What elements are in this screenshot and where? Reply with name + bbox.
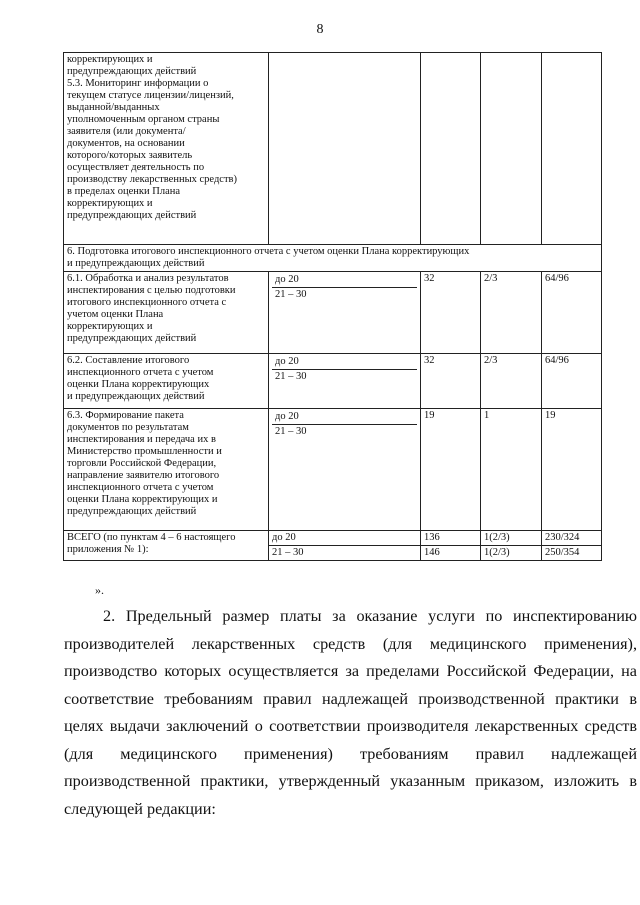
value-cell: 32 bbox=[421, 354, 481, 409]
total-label: ВСЕГО (по пунктам 4 – 6 настоящего приложения № 1): bbox=[64, 531, 269, 561]
range-cell: до 20 bbox=[272, 410, 417, 425]
body-paragraph: 2. Предельный размер платы за оказание услуги по инспектированию производителей лекарственных средств (для медицинского применения), производство которых осуществляется за пределами Российской Федерации, на соответствие требованиям правил надлежащей производственной практики в целях выдачи заключений о соответствии производителя лекарственных средств (для медицинского применения) требованиям правил надлежащей производственной практики, утвержденный указанным приказом, изложить в следующей редакции: bbox=[64, 607, 637, 818]
desc-cell-6-3: 6.3. Формирование пакета документов по результатам инспектирования и передача их в Министерство промышленности и торговли Российской Федерации, направление заявителю итогового инспекционного отчета с учетом оценки Плана корректирующих и предупреждающих действий bbox=[64, 409, 269, 531]
desc-cell-6-1: 6.1. Обработка и анализ результатов инспектирования с целью подготовки итогового инспекционного отчета с учетом оценки Плана корректирующих и предупреждающих действий bbox=[64, 272, 269, 354]
value-cell: 64/96 bbox=[542, 354, 602, 409]
value-cell: 32 bbox=[421, 272, 481, 354]
range-cell: 21 – 30 bbox=[275, 371, 307, 382]
section-row bbox=[64, 245, 602, 272]
value-cell: 146 bbox=[421, 546, 481, 561]
value-cell: 19 bbox=[421, 409, 481, 531]
value-cell: 136 bbox=[421, 531, 481, 546]
closing-quote: ». bbox=[95, 583, 104, 597]
value-cell: 64/96 bbox=[542, 272, 602, 354]
range-cell: до 20 bbox=[272, 355, 417, 370]
range-cell: 21 – 30 bbox=[275, 426, 307, 437]
range-cell: до 20 bbox=[269, 531, 421, 546]
value-cell: 1 bbox=[481, 409, 542, 531]
table-row bbox=[64, 272, 602, 354]
range-cell: 21 – 30 bbox=[269, 546, 421, 561]
value-cell: 2/3 bbox=[481, 354, 542, 409]
table-row bbox=[64, 354, 602, 409]
section-6-heading: 6. Подготовка итогового инспекционного отчета с учетом оценки Плана корректирующих и предупреждающих действий bbox=[64, 245, 602, 272]
desc-cell-6-2: 6.2. Составление итогового инспекционного отчета с учетом оценки Плана корректирующих и предупреждающих действий bbox=[64, 354, 269, 409]
value-cell: 1(2/3) bbox=[481, 546, 542, 561]
value-cell: 230/324 bbox=[542, 531, 602, 546]
value-cell: 19 bbox=[542, 409, 602, 531]
value-cell: 250/354 bbox=[542, 546, 602, 561]
total-row bbox=[64, 531, 602, 546]
range-cell: до 20 bbox=[272, 273, 417, 288]
page-number: 8 bbox=[316, 22, 324, 37]
table-row bbox=[64, 409, 602, 531]
value-cell: 1(2/3) bbox=[481, 531, 542, 546]
value-cell: 2/3 bbox=[481, 272, 542, 354]
fee-table bbox=[63, 52, 602, 561]
desc-cell-5-3: корректирующих и предупреждающих действий 5.3. Мониторинг информации о текущем статусе лицензии/лицензий, выданной/выданных уполномоченным органом страны заявителя (или документа/ документов, на основании которого/которых заявитель осуществляет деятельность по производству лекарственных средств) в пределах оценки Плана корректирующих и предупреждающих действий bbox=[64, 53, 269, 245]
range-cell: 21 – 30 bbox=[275, 289, 307, 300]
table-row bbox=[64, 53, 602, 245]
